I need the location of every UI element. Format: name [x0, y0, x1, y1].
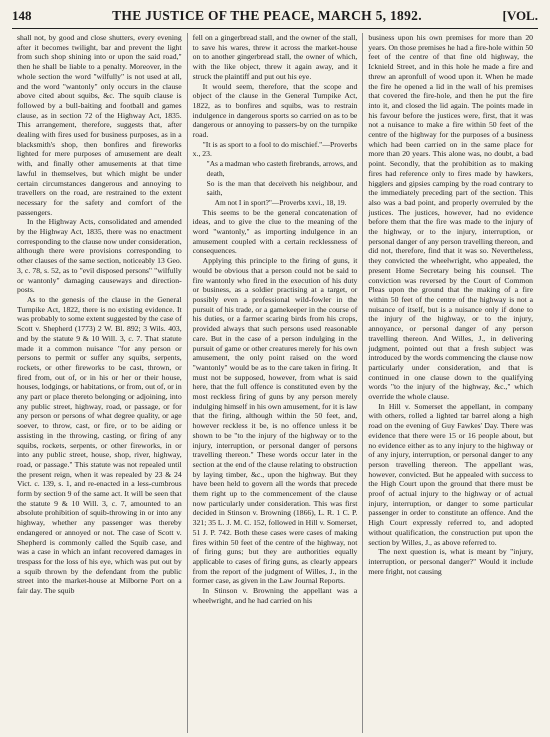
volume-label: [VOL. — [502, 8, 538, 23]
running-head — [12, 8, 538, 29]
paragraph: "It is as sport to a fool to do mischief."—Proverbs x., 23. — [192, 139, 358, 159]
journal-title: THE JUSTICE OF THE PEACE, MARCH 5, 1892. — [112, 8, 422, 23]
paragraph: In the Highway Acts, consolidated and amended by the Highway Act, 1835, there was no enactment corresponding to the clause now under consideration, although there were provisions corresponding to other clauses of the same section, noticeably 13 Geo. 3, c. 78, s. 52, as to "evil disposed persons" "wilfully or wantonly" damaging causeways and direction-posts. — [17, 217, 182, 295]
paragraph: fell on a gingerbread stall, and the owner of the stall, to save his wares, threw it across the market-house on to another gingerbread stall, the owner of which, with the like object, threw it again away, and it struck the plaintiff and put out his eye. — [192, 33, 358, 81]
paragraph: Applying this principle to the firing of guns, it would be obvious that a person could not be said to fire wantonly who fired in the execution of his duty or business, as a soldier practising at a target, or possibly even a professional wild-fowler in the pursuit of his trade, or a gamekeeper in the course of his duties, or a farmer scaring birds from his crops, provided always that such persons used reasonable care. But in the case of a person indulging in the pursuit of game or other creatures merely for his own amusement, the only point raised on the word "wantonly" would be as to the care taken in firing. It must not be supposed, however, from what is said here, that the full offence is constituted even by the most reckless firing of guns by any person merely indulging himself in his own amusement, for it is law that the firing, although within the 50 feet, and, however reckless it be, is no offence unless it be shown to be "to the injury of the highway or to the injury, interruption, or personal danger of persons travelling thereon." These words occur later in the section at the end of the clause relating to obstruction by laying timber, &c., upon the highway. But they have been held to govern all the words that precede them right up to the commencement of the clause now particularly under consideration. This was first decided in Stinson v. Browning (1866), L. R. 1 C. P. 321; 35 L. J. M. C. 152, followed in Hill v. Somerset, 51 J. P. 742. Both these cases were cases of making fires within 50 feet of the centre of the highway, not of firing guns; but they are authorities equally applicable to cases of firing guns, as clearly appears from the report of the judgment of Willes, J., in the former case, as given in the Law Journal Reports. — [192, 256, 358, 586]
paragraph: As to the genesis of the clause in the General Turnpike Act, 1822, there is no existing evidence. It was probably to some extent suggested by the case of Scott v. Shepherd (1773) 2 W. Bl. 892; 3 Wils. 403, and by the statute 9 & 10 Will. 3, c. 7. That statute made it a common nuisance "for any person or persons to permit or suffer any squibs, serpents, rockets, or other fireworks to be cast, thrown, or fired from, out of, or in his or her or their house, houses, lodgings, or habitations, or from, out of, or in any part or place thereto belonging or adjoining, into any public street, highway, road, or passage, or for any person or persons of what degree quality, or age soever, to throw, cast, or fire, or to be aiding or assisting in the throwing, casting, or firing of any squibs, rockets, serpents, or other fireworks, in or into any public street, house, shop, river, highway, road, or passage." This statute was not repealed until the present reign, when it was repealed by 23 & 24 Vict. c. 139, s. 1, and re-enacted in a less-cumbrous form by section 9 of the same act. It will be seen that the statute 9 & 10 Will. 3, c. 7, amounted to an absolute prohibition of squib-throwing in or into any highway, whether any passenger was thereby endangered or annoyed or not. The case of Scott v. Shepherd is commonly called the Squib case, and was a case in which an infant recovered damages in trespass for the loss of his eye, which was put out by a squib thrown by the defendant from the public street into the market-house at Milborne Port on a fair day. The squib — [17, 294, 182, 596]
paragraph: business upon his own premises for more than 20 years. On those premises he had a fire-hole within 50 feet of the centre of that fine old highway, the Icknield Street, and in this hole he made a fire and threw an apronfull of wood upon it. When he made the fire he opened a lid in the wall of his premises that covered the fire-hole, and then he put the fire into it, and closed the lid again. The points made in his favour before the justices were, first, that it was not a nuisance to make a fire within 50 feet of the centre of the highway for the purposes of a business which had been carried on in the same place for more than 20 years. This alone was, no doubt, a bad point. Secondly, that the prohibition as to making fires had reference only to fires made by hawkers, higglers and gipsies camping by the road contrary to the immediately preceding part of the section. This also was a bad point, and properly overruled by the justices. The justices, however, had no evidence before them that the fire was made to the injury of the highway, or to the injury, interruption, or personal danger of any person travelling thereon, and did not, therefore, find that it was so. Nevertheless, they convicted the wheelwright, who appealed, the present Home Secretary being his counsel. The conviction was reversed by the Court of Common Pleas upon the ground that the making of a fire within 50 feet of the centre of the highway is not a nuisance of itself, but is a nuisance only if done to the injury of the highway, or to the injury, annoyance, or personal danger of any person travelling thereon. And Willes, J., in delivering judgment, pointed out that a fresh subject was introduced by the words commencing the clause now particularly under consideration, and that is continued in one clause down to the qualifying words "to the injury of the highway, &c.," which override the whole clause. — [368, 33, 534, 402]
paragraph: This seems to be the general concatenation of ideas, and to give the clue to the meaning of the word "wantonly," as importing indulgence in an amusement coupled with a certain recklessness of consequences. — [192, 207, 358, 256]
page-number: 148 — [12, 8, 32, 23]
paragraph: So is the man that deceiveth his neighbour, and saith, — [206, 178, 358, 198]
paragraph: In Hill v. Somerset the appellant, in company with others, rolled a lighted tar barrel along a high road on the evening of Guy Fawkes' Day. There was evidence that there were 15 or 16 people about, but no evidence either as to any injury to the highway or of any injury, interruption, or personal danger to any person travelling thereon. The appellant was, however, convicted. But he appealed with success to the High Court upon the ground that there must be proof of actual injury to the highway or of actual injury, interruption, or danger to some particular passenger in order to constitute an offence. And the High Court expressly referred to, and adopted without qualification, the construction put upon the section by Willes, J., as above referred to. — [368, 401, 534, 547]
paragraph: "As a madman who casteth firebrands, arrows, and death, — [206, 159, 358, 178]
column-middle — [187, 33, 363, 733]
paragraph: shall not, by good and close shutters, every evening after it becomes twilight, bar and prevent the light from such shop shining into or upon the said road," then he shall be liable to a penalty. Moreover, in the whole section the word "wilfully" is not used at all, and the word "wantonly" only occurs in the clause above cited about squibs, &c. The squib clause is followed by a bull-baiting and football and games clause, as in section 72 of the Highway Act, 1835. This arrangement, therefore, suggests that, after dealing with fires used for business purposes, as in a blacksmith's shop, then bonfires and fireworks lighted for mere purposes of amusement are dealt with, and finally other amusements at that time lawful in themselves, but which might be under certain circumstances dangerous and annoying to travellers on the road, are restrained to the extent necessary for the safety and comfort of the passengers. — [17, 33, 182, 217]
column-left — [12, 33, 187, 733]
paragraph: In Stinson v. Browning the appellant was a wheelwright, and he had carried on his — [192, 586, 358, 605]
text-columns — [12, 33, 538, 733]
paragraph: It would seem, therefore, that the scope and object of the clause in the General Turnpike Act, 1822, as to bonfires and squibs, was to restrain indulgence in dangerous sports so carried on as to be dangerous or annoying to passers-by on the turnpike road. — [192, 81, 358, 140]
paragraph: Am not I in sport?"—Proverbs xxvi., 18, 19. — [214, 197, 347, 207]
paragraph: The next question is, what is meant by "injury, interruption, or personal danger?" Would it include mere fright, not causing — [368, 547, 534, 576]
column-right — [362, 33, 538, 733]
